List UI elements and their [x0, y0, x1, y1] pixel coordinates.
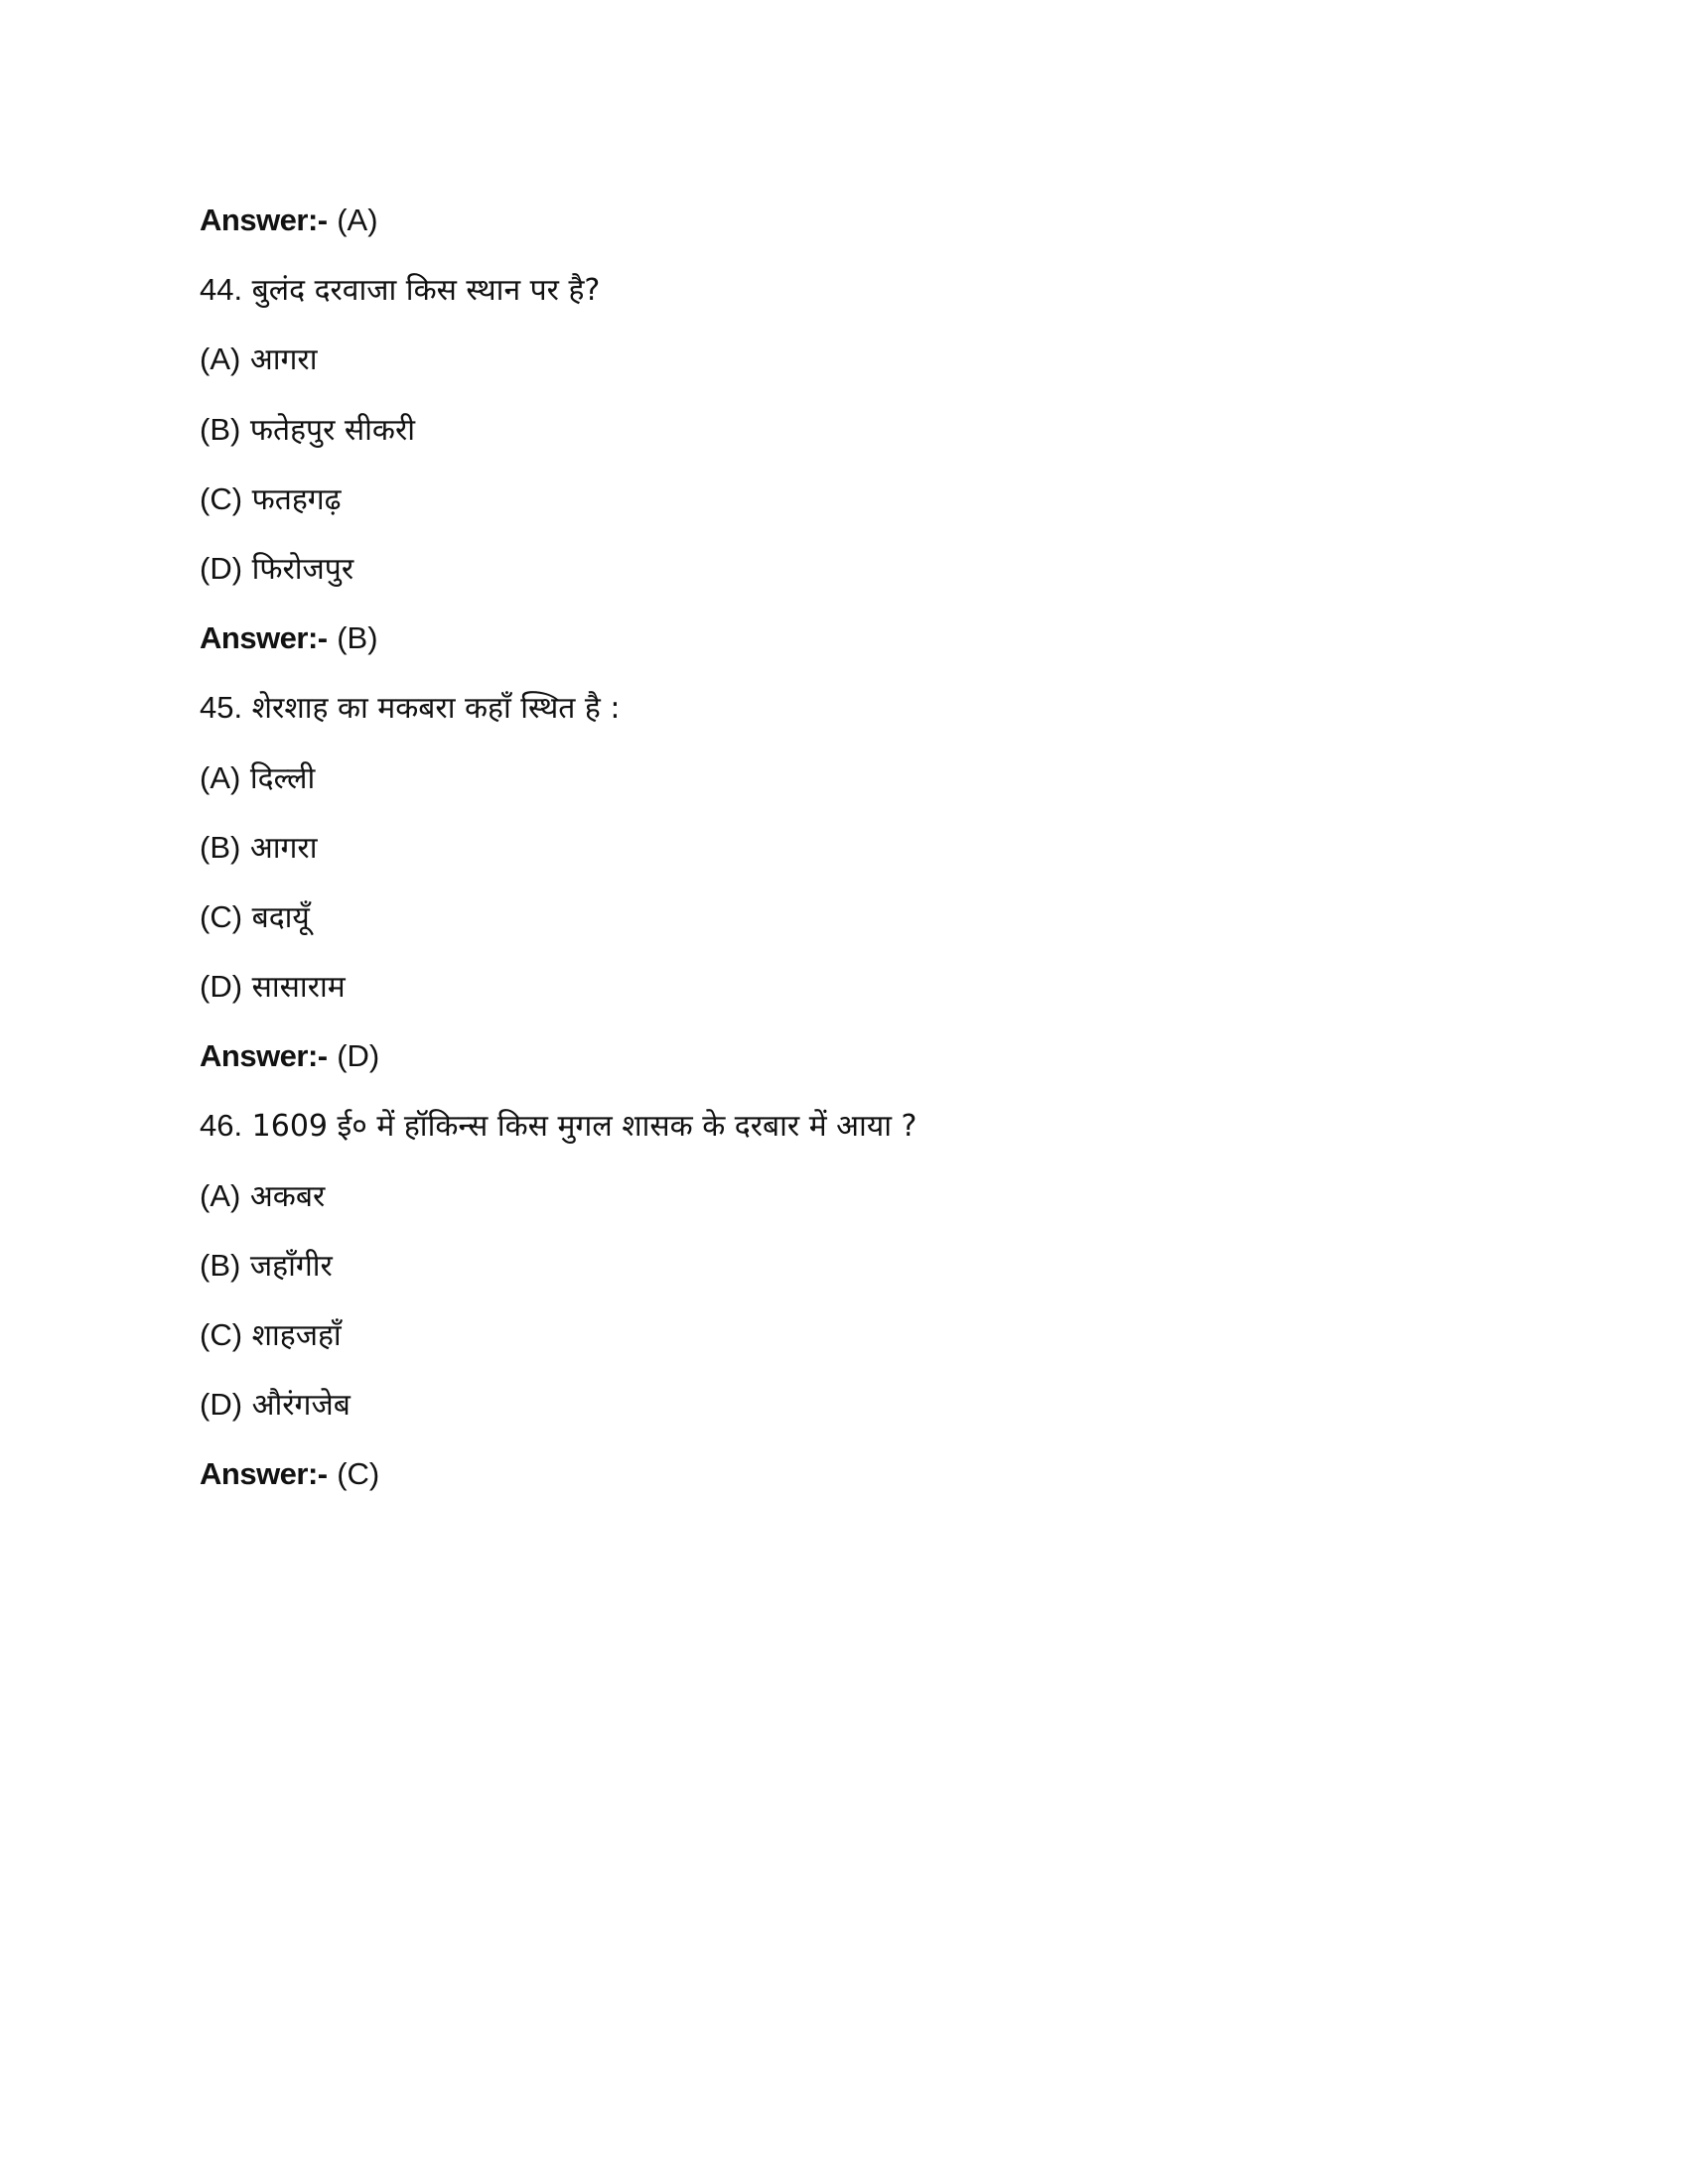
option-44-c	[200, 478, 1490, 547]
option-text: बदायूँ	[251, 899, 310, 935]
option-key: (C)	[200, 480, 243, 516]
option-key: (D)	[200, 1387, 243, 1423]
answer-value: (B)	[337, 620, 378, 656]
question-number: 45.	[200, 690, 243, 726]
question-number: 46.	[200, 1108, 243, 1144]
option-44-b	[200, 408, 1490, 478]
answer-line-46	[200, 1452, 1490, 1522]
option-key: (D)	[200, 550, 243, 586]
option-key: (B)	[200, 1247, 241, 1283]
option-44-a	[200, 338, 1490, 407]
option-text: आगरा	[249, 830, 318, 866]
answer-value: (D)	[337, 1038, 380, 1074]
option-46-a	[200, 1174, 1490, 1244]
answer-label: Answer:-	[200, 1038, 328, 1074]
option-45-c	[200, 895, 1490, 965]
option-text: फिरोजपुर	[251, 551, 354, 587]
option-key: (D)	[200, 969, 243, 1005]
option-45-d	[200, 965, 1490, 1034]
option-text: सासाराम	[251, 970, 346, 1006]
option-44-d	[200, 547, 1490, 616]
option-key: (A)	[200, 1177, 241, 1213]
answer-label: Answer:-	[200, 1456, 328, 1492]
option-key: (B)	[200, 411, 241, 447]
answer-line-45	[200, 1034, 1490, 1104]
answer-line-44	[200, 616, 1490, 686]
option-text: आगरा	[249, 342, 318, 378]
answer-value: (A)	[337, 203, 378, 237]
question-46	[200, 1104, 1490, 1173]
option-text: दिल्ली	[249, 760, 316, 796]
option-text: जहाँगीर	[249, 1248, 333, 1284]
option-46-d	[200, 1383, 1490, 1452]
answer-label: Answer:-	[200, 620, 328, 656]
option-45-b	[200, 826, 1490, 895]
question-number: 44.	[200, 272, 243, 308]
answer-value: (C)	[337, 1456, 380, 1492]
question-text: बुलंद दरवाजा किस स्थान पर है?	[251, 273, 601, 309]
answer-label: Answer:-	[200, 203, 328, 237]
answer-line-43	[200, 199, 1490, 268]
option-key: (C)	[200, 898, 243, 934]
option-text: अकबर	[249, 1178, 326, 1214]
question-44	[200, 268, 1490, 338]
option-text: फतहगढ़	[251, 481, 342, 517]
option-text: औरंगजेब	[251, 1388, 351, 1424]
option-46-c	[200, 1313, 1490, 1383]
question-text: शेरशाह का मकबरा कहाँ स्थित है :	[251, 691, 621, 727]
option-key: (C)	[200, 1317, 243, 1352]
option-text: शाहजहाँ	[251, 1318, 342, 1353]
option-key: (A)	[200, 759, 241, 795]
option-45-a	[200, 756, 1490, 826]
option-text: फतेहपुर सीकरी	[249, 412, 416, 448]
option-46-b	[200, 1244, 1490, 1313]
question-text: 1609 ई० में हॉकिन्स किस मुगल शासक के दरबार में आया ?	[251, 1109, 917, 1145]
document-page	[200, 199, 1490, 1523]
option-key: (A)	[200, 341, 241, 377]
option-key: (B)	[200, 829, 241, 865]
question-45	[200, 686, 1490, 755]
